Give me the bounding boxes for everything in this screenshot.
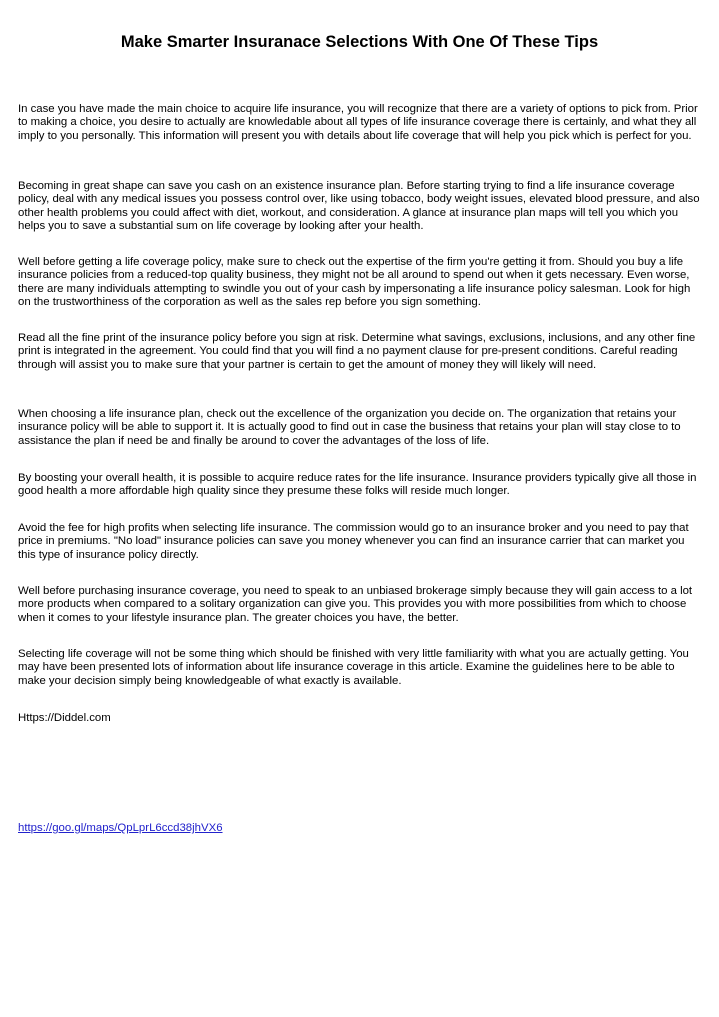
paragraph-1: In case you have made the main choice to acquire life insurance, you will recognize that there are a variety of options to pick from. Prior to making a choice, you desire to actually are knowledable about all types of life insurance coverage there is certainly, and what they all imply to you personally. This information will present you with details about life coverage that will help you pick which is perfect for you. [18,103,698,142]
site-url-text: Https://Diddel.com [18,712,111,724]
map-link[interactable]: https://goo.gl/maps/QpLprL6ccd38jhVX6 [18,822,223,834]
paragraph-9: Selecting life coverage will not be some thing which should be finished with very little familiarity with what you are actually getting. You may have been presented lots of information about life insurance coverage in this article. Examine the guidelines here to be able to make your decision simply being knowledgeable of what exactly is available. [18,648,689,687]
paragraph-3: Well before getting a life coverage policy, make sure to check out the expertise of the firm you're getting it from. Should you buy a life insurance policies from a reduced-top quality business, they might not be all around to spend out when it gets necessary. Even worse, there are many individuals attempting to swindle you out of your cash by impersonating a life insurance policy salesman. Look for high on the trustworthiness of the corporation as well as the sales rep before you sign something. [18,256,691,309]
paragraph-2: Becoming in great shape can save you cash on an existence insurance plan. Before starting trying to find a life insurance coverage policy, deal with any medical issues you possess control over, like using tobacco, body weight issues, elevated blood pressure, and also other health problems you could affect with diet, workout, and consideration. A glance at insurance plan maps will tell you which you helps you to save a substantial sum on life coverage by looking after your health. [18,180,700,233]
paragraph-4: Read all the fine print of the insurance policy before you sign at risk. Determine what savings, exclusions, inclusions, and any other fine print is integrated in the agreement. You could find that you will find a no payment clause for pre-present conditions. Careful reading through will assist you to make sure that your partner is certain to get the amount of money they will likely will need. [18,332,696,371]
page-title: Make Smarter Insuranace Selections With One Of These Tips [120,33,599,51]
paragraph-6: By boosting your overall health, it is possible to acquire reduce rates for the life insurance. Insurance providers typically give all those in good health a more affordable high quality since they presume these folks will reside much longer. [18,472,697,498]
paragraph-5: When choosing a life insurance plan, check out the excellence of the organization you decide on. The organization that retains your insurance policy will be able to support it. It is actually good to find out in case the business that retains your plan will stay close to to assistance the plan if need be and finally be around to cover the advantages of the loss of life. [18,408,681,447]
paragraph-8: Well before purchasing insurance coverage, you need to speak to an unbiased brokerage simply because they will gain access to a lot more products when compared to a solitary organization can give you. This provides you with more possibilities from which to choose when it comes to your lifestyle insurance plan. The greater choices you have, the better. [18,585,693,624]
paragraph-7: Avoid the fee for high profits when selecting life insurance. The commission would go to an insurance broker and you need to pay that price in premiums. "No load" insurance policies can save you money whenever you can find an insurance carrier that can market you this type of insurance policy directly. [18,522,689,561]
